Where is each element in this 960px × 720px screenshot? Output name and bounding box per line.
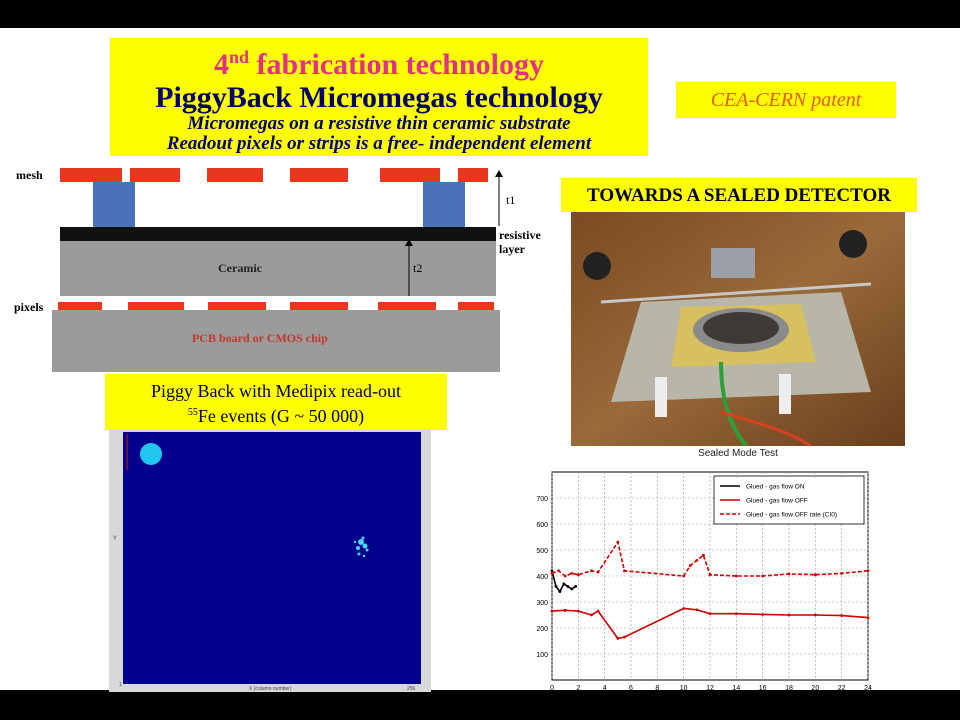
graph-point xyxy=(597,571,600,574)
graph-x-tick: 20 xyxy=(811,685,820,692)
resistive-label-1: resistive xyxy=(499,228,541,242)
sealed-mode-graph xyxy=(518,468,880,692)
t1-arrow-head xyxy=(495,170,503,177)
ceramic-label: Ceramic xyxy=(218,261,262,275)
medipix-hit-map xyxy=(109,430,431,692)
ceramic-layer xyxy=(60,241,496,296)
graph-point xyxy=(735,612,738,615)
graph-point xyxy=(623,569,626,572)
graph-point xyxy=(555,585,558,588)
graph-point xyxy=(562,582,565,585)
cross-section-diagram xyxy=(0,160,560,378)
graph-x-tick: 4 xyxy=(602,685,607,692)
graph-point xyxy=(551,569,554,572)
graph-point xyxy=(814,614,817,617)
graph-point xyxy=(564,609,567,612)
graph-x-tick: 18 xyxy=(785,685,793,692)
medipix-caption-line-2: $^{55}$Fe events (G ~ 50 000) xyxy=(187,406,365,426)
graph-point xyxy=(840,572,843,575)
graph-x-tick: 0 xyxy=(550,685,554,692)
graph-x-tick: 6 xyxy=(629,685,633,692)
graph-y-tick: 300 xyxy=(536,600,548,607)
hit-map-x-label: X (column number) xyxy=(249,686,292,692)
medipix-caption-line-1: Piggy Back with Medipix read-out xyxy=(151,381,401,401)
graph-x-tick: 16 xyxy=(758,685,767,692)
valve-knob-right xyxy=(839,230,867,258)
graph-legend-label: Glued - gas flow OFF xyxy=(746,497,808,505)
graph-point xyxy=(577,610,580,613)
resistive-layer xyxy=(60,227,496,241)
graph-x-tick: 24 xyxy=(864,685,872,692)
graph-point xyxy=(709,573,712,576)
hit-map-x-start: 1 xyxy=(119,682,122,688)
graph-point xyxy=(761,613,764,616)
graph-legend-label: Glued - gas flow ON xyxy=(746,483,805,491)
graph-point xyxy=(557,569,560,572)
graph-y-tick: 500 xyxy=(536,548,548,555)
graph-x-tick: 10 xyxy=(679,685,688,692)
graph-point xyxy=(570,572,573,575)
graph-point xyxy=(682,575,685,578)
graph-point xyxy=(551,610,554,613)
graph-y-tick: 200 xyxy=(536,626,548,633)
gas-valve-block xyxy=(711,248,755,278)
graph-point xyxy=(689,564,692,567)
graph-point xyxy=(867,569,870,572)
hit-map-x-end: 256 xyxy=(407,686,416,692)
photo-caption: Sealed Mode Test xyxy=(698,448,778,459)
graph-point xyxy=(570,588,573,591)
graph-point xyxy=(564,575,567,578)
title-box xyxy=(110,38,648,156)
title-line-2: PiggyBack Micromegas technology xyxy=(155,81,603,114)
sealed-detector-photo xyxy=(571,212,905,446)
pillar-left xyxy=(93,182,135,227)
subtitle-line-2: Readout pixels or strips is a free- independent element xyxy=(166,133,592,154)
pillar-right xyxy=(423,182,465,227)
graph-y-tick: 100 xyxy=(536,652,548,659)
graph-point xyxy=(616,541,619,544)
graph-point xyxy=(623,636,626,639)
resistive-label-2: layer xyxy=(499,242,525,256)
valve-knob-left xyxy=(583,252,611,280)
graph-point xyxy=(597,610,600,613)
graph-point xyxy=(702,554,705,557)
graph-x-tick: 8 xyxy=(655,685,660,692)
graph-point xyxy=(577,573,580,576)
graph-point xyxy=(682,607,685,610)
title-line-1: 4nd fabrication technology xyxy=(213,47,544,81)
graph-point xyxy=(709,612,712,615)
graph-point xyxy=(566,585,569,588)
graph-legend-label: Glued - gas flow OFF rate (CI0) xyxy=(746,511,838,519)
graph-point xyxy=(840,614,843,617)
graph-y-tick: 400 xyxy=(536,574,548,581)
graph-x-tick: 14 xyxy=(732,685,741,692)
graph-point xyxy=(616,637,619,640)
graph-point xyxy=(814,573,817,576)
mesh-label: mesh xyxy=(16,168,43,182)
sealed-detector-title: TOWARDS A SEALED DETECTOR xyxy=(561,178,917,212)
graph-point xyxy=(735,575,738,578)
mesh-layer xyxy=(60,168,488,182)
graph-point xyxy=(590,614,593,617)
pixels-label: pixels xyxy=(14,300,44,314)
fe55-event-1 xyxy=(140,443,162,465)
medipix-caption-box xyxy=(105,374,447,430)
graph-x-tick: 12 xyxy=(706,685,714,692)
graph-y-tick: 600 xyxy=(536,522,548,529)
graph-point xyxy=(559,590,562,593)
graph-point xyxy=(695,559,698,562)
patent-label: CEA-CERN patent xyxy=(676,82,896,118)
pixel-pads xyxy=(58,302,494,310)
hit-map-plot-area xyxy=(123,432,421,684)
graph-x-tick: 22 xyxy=(837,685,846,692)
graph-y-tick: 700 xyxy=(536,496,548,503)
graph-point xyxy=(788,573,791,576)
t1-label: t1 xyxy=(506,193,516,207)
graph-point xyxy=(788,614,791,617)
t2-label: t2 xyxy=(413,261,423,275)
graph-point xyxy=(761,575,764,578)
graph-point xyxy=(590,569,593,572)
hit-map-y-label: Y xyxy=(113,536,118,542)
graph-point xyxy=(574,585,577,588)
graph-point xyxy=(695,608,698,611)
subtitle-line-1: Micromegas on a resistive thin ceramic substrate xyxy=(187,113,571,134)
graph-point xyxy=(867,616,870,619)
graph-x-tick: 2 xyxy=(576,685,581,692)
graph-point xyxy=(551,572,554,575)
pcb-label: PCB board or CMOS chip xyxy=(192,331,328,345)
